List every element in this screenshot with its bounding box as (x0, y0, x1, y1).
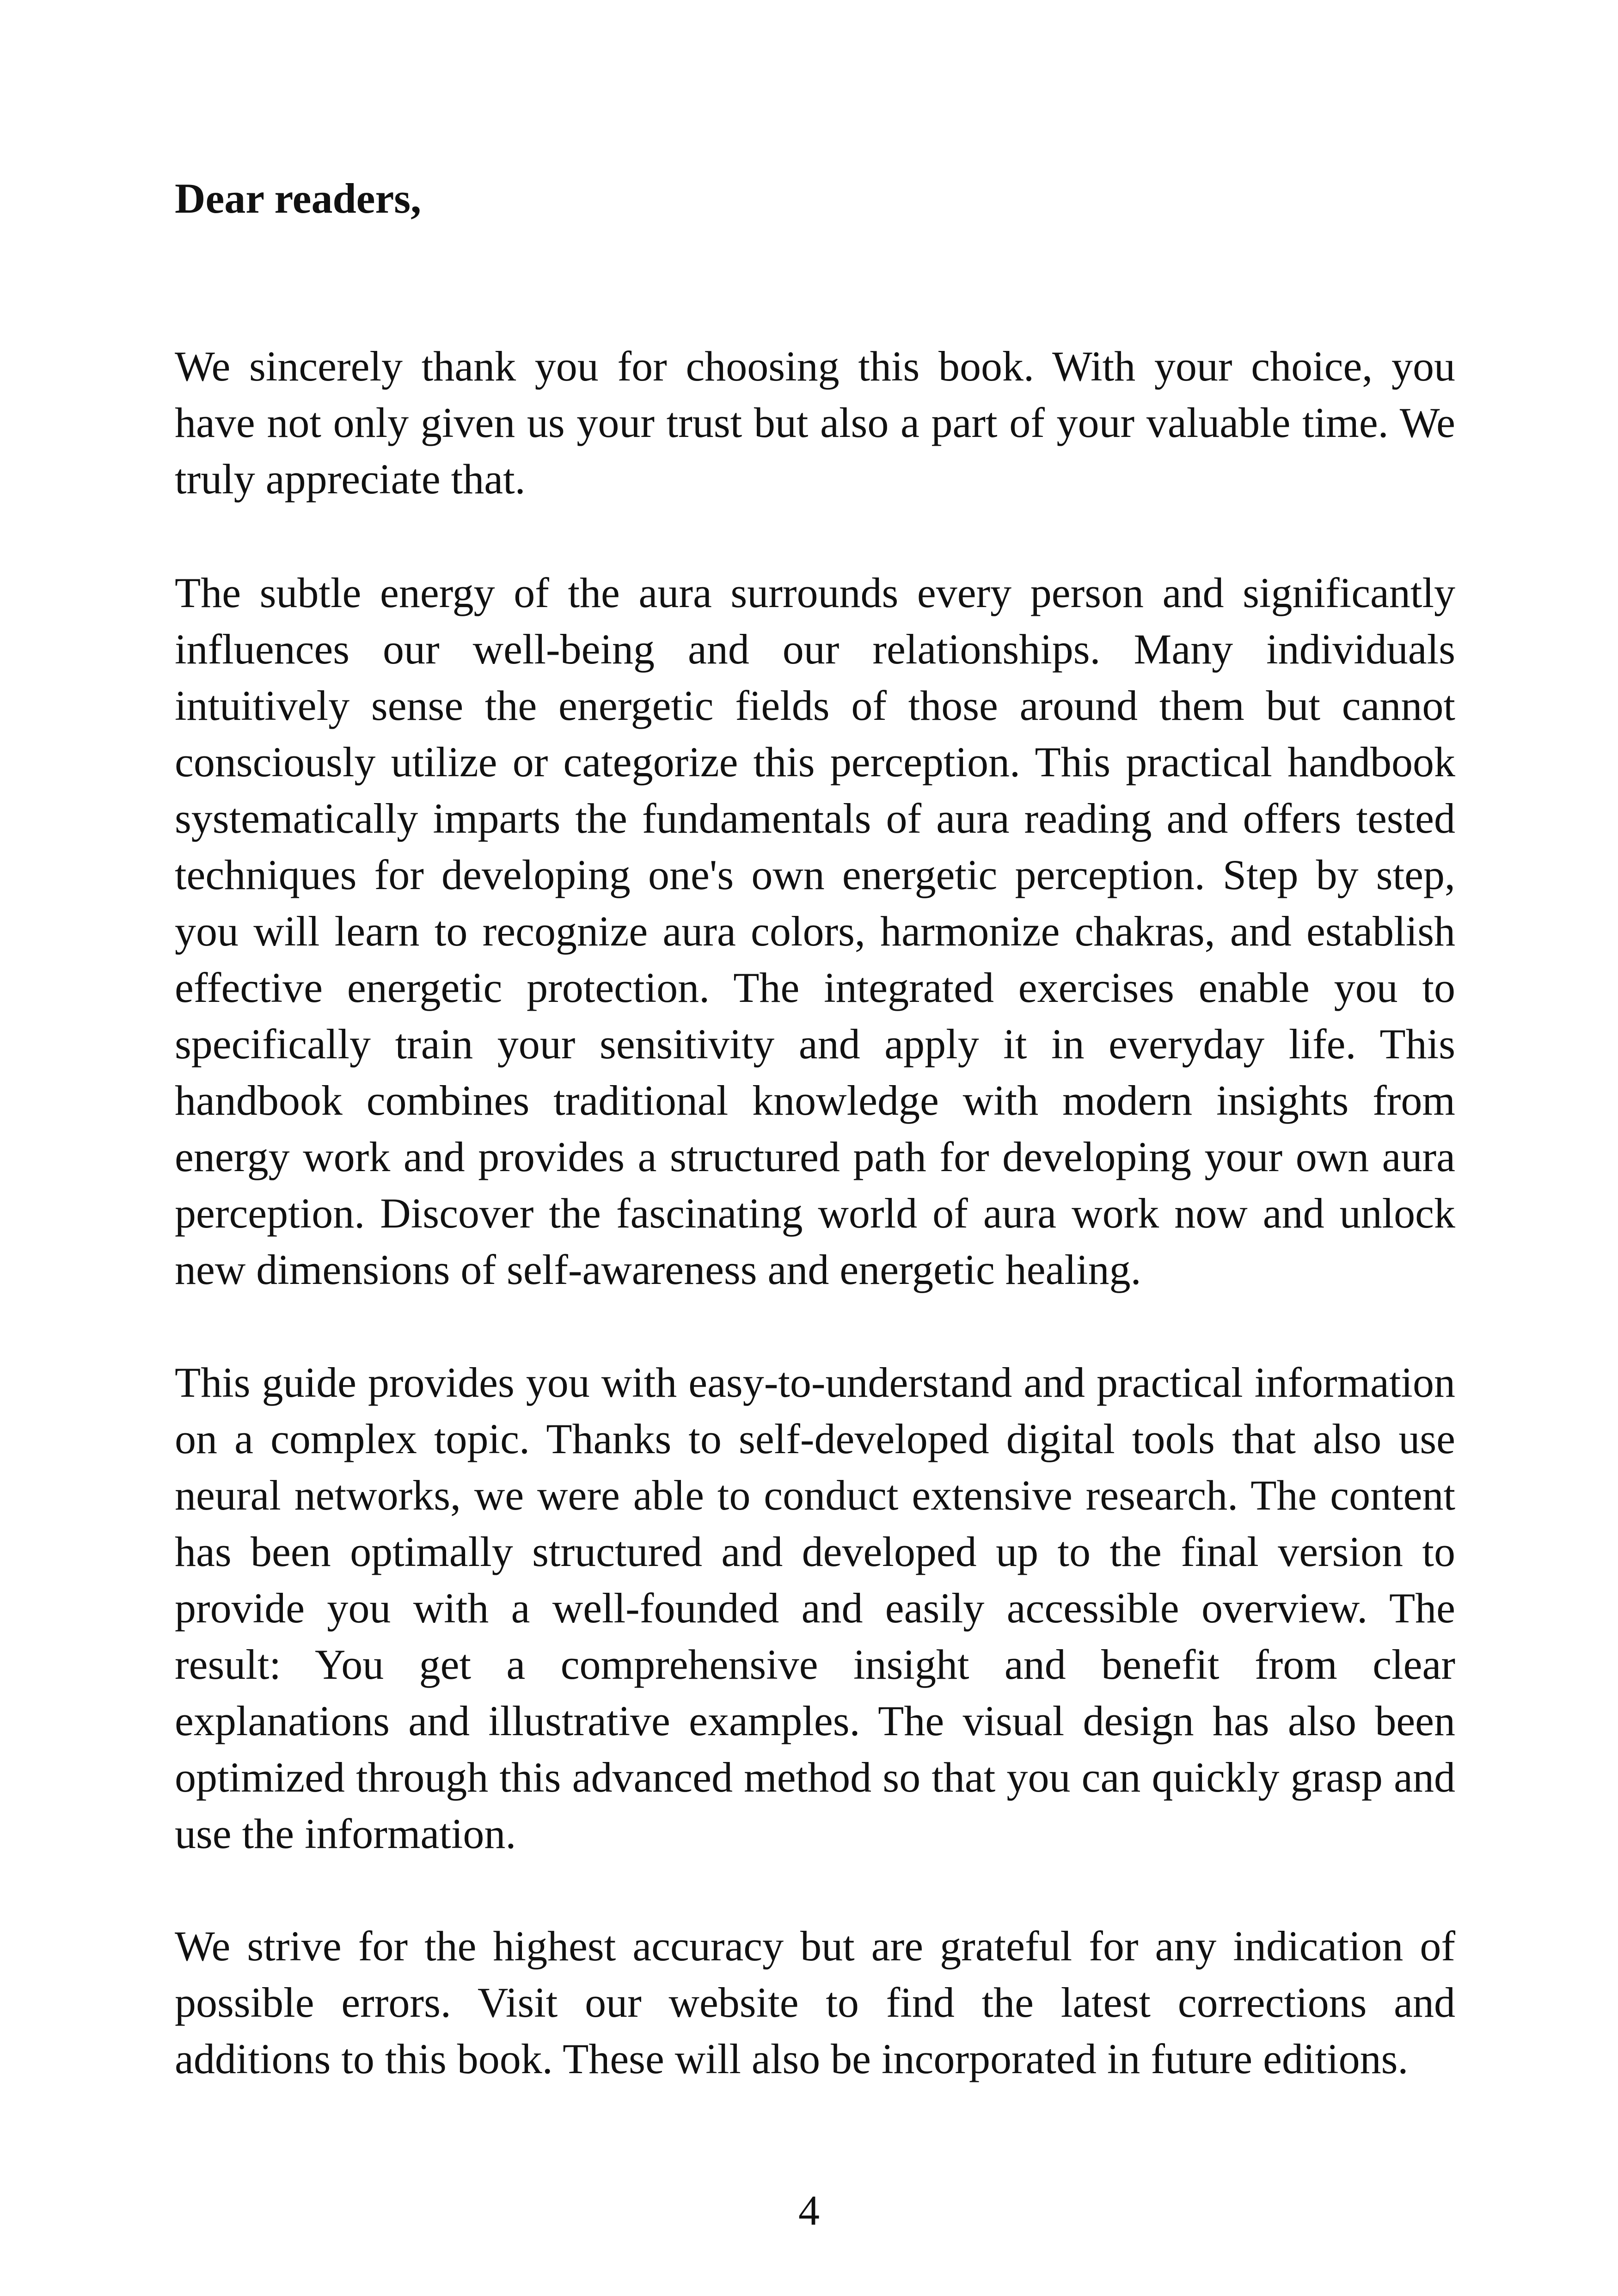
greeting-heading: Dear readers, (175, 175, 422, 222)
paragraph-guide-info: This guide provides you with easy-to-understand and practical information on a complex topic. Thanks to self-developed digital tools that also use neural networks, we were able to conduct extensive research. The content has been optimally structured and developed up to the final version to provide you with a well-founded and easily accessible overview. The result: You get a comprehensive insight and benefit from clear explanations and illustrative examples. The visual design has also been optimized through this advanced method so that you can quickly grasp and use the information. (175, 1359, 1455, 1857)
paragraph-aura-intro: The subtle energy of the aura surrounds every person and significantly influences our well-being and our relationships. Many individuals intuitively sense the energetic fields of those around them but cannot consciously utilize or categorize this perception. This practical handbook systematically imparts the fundamentals of aura reading and offers tested techniques for developing one's own energetic perception. Step by step, you will learn to recognize aura colors, harmonize chakras, and establish effective energetic protection. The integrated exercises enable you to specifically train your sensitivity and apply it in everyday life. This handbook combines traditional knowledge with modern insights from energy work and provides a structured path for developing your own aura perception. Discover the fascinating world of aura work now and unlock new dimensions of self-awareness and energetic healing. (175, 569, 1455, 1293)
page-number: 4 (798, 2187, 820, 2234)
paragraph-thanks: We sincerely thank you for choosing this book. With your choice, you have not only given us your trust but also a part of your valuable time. We truly appreciate that. (175, 343, 1455, 503)
paragraph-corrections: We strive for the highest accuracy but are grateful for any indication of possible errors. Visit our website to find the latest corrections and additions to this book. These will also be incorporated in future editions. (175, 1922, 1455, 2082)
